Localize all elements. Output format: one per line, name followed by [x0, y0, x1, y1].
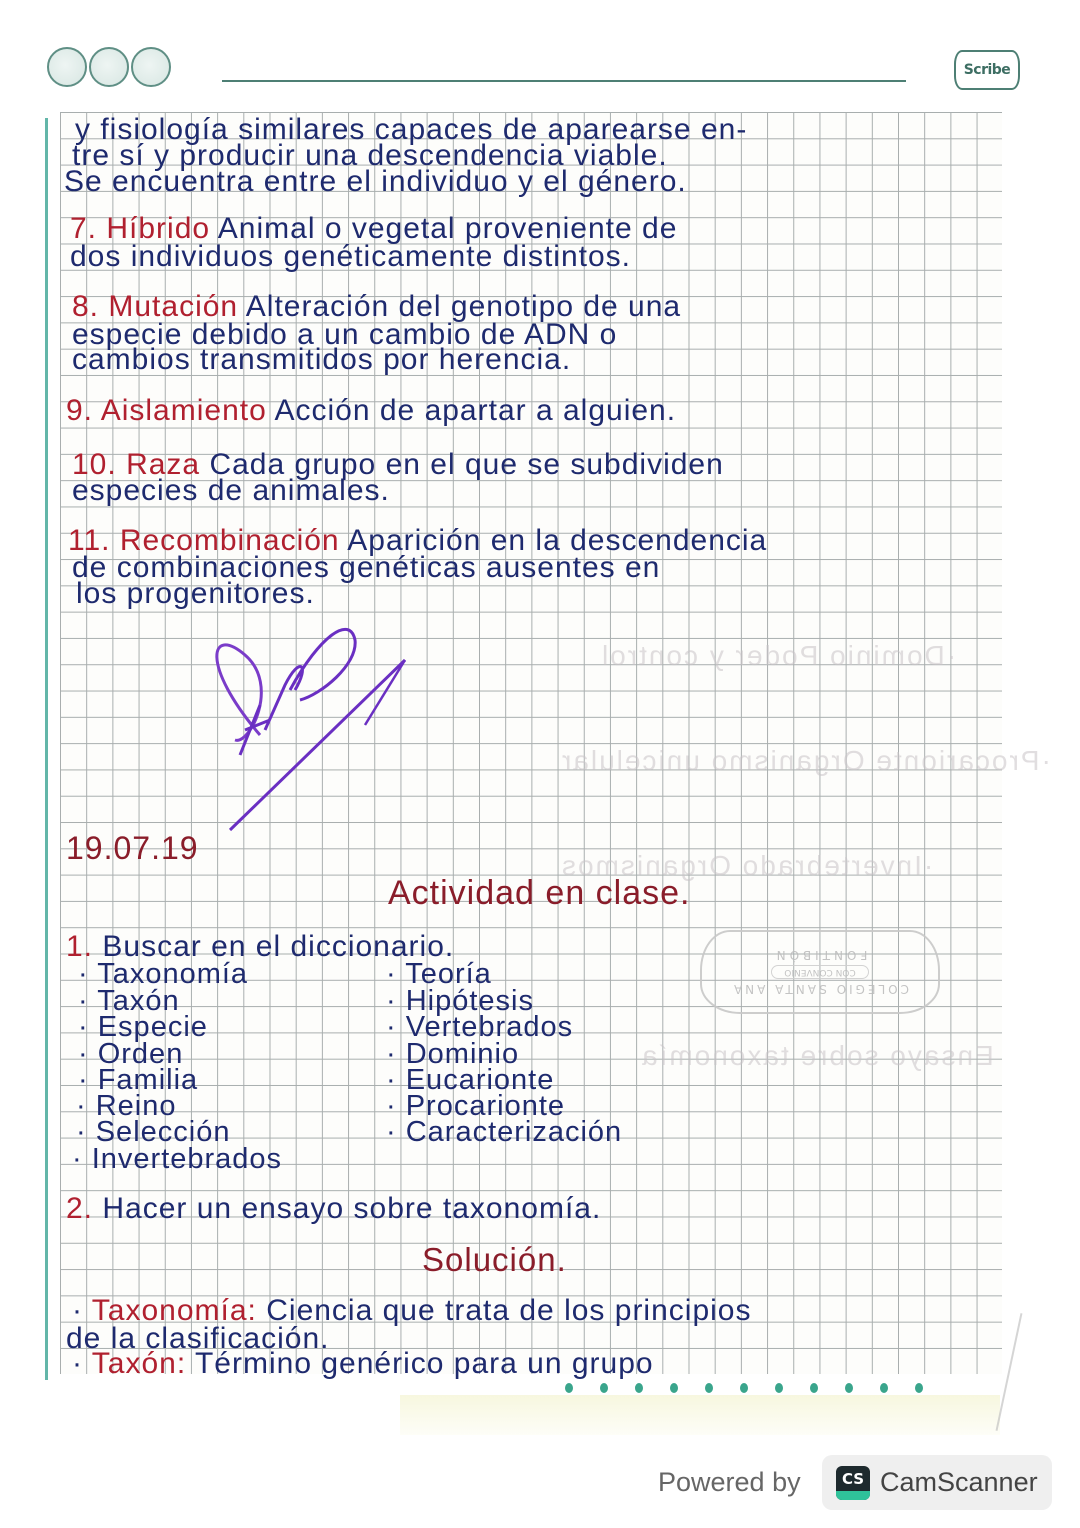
definition-text: Alteración del genotipo de una	[245, 290, 682, 323]
text-line: especie debido a un cambio de ADN o	[72, 318, 618, 351]
bleed-through-text: ·Procarionte Organismo unicelular	[560, 745, 1051, 776]
text-line: dos individuos genéticamente distintos.	[70, 240, 631, 273]
signature-icon	[190, 605, 420, 835]
dot-icon	[635, 1383, 643, 1393]
task-number: 2.	[66, 1192, 94, 1225]
solution-taxonomia: · Taxonomía: Ciencia que trata de los principios	[72, 1294, 752, 1327]
term-list-item: · Taxón	[78, 985, 180, 1017]
term-list-item: · Dominio	[386, 1038, 520, 1070]
definition-aislamiento	[66, 396, 676, 426]
solution-title: Solución.	[422, 1241, 567, 1278]
dot-icon	[845, 1383, 853, 1393]
solution-text: Ciencia que trata de los principios	[266, 1294, 752, 1327]
stamp-line: COLEGIO SANTA ANA	[730, 982, 910, 996]
bleed-through-text: ·Dominio Poder y control	[600, 640, 957, 671]
definition-term: Híbrido	[106, 212, 211, 245]
task-number: 1.	[66, 930, 94, 963]
term-list-item: · Taxonomía	[78, 958, 249, 990]
term-list-item: · Familia	[78, 1064, 199, 1096]
dot-icon	[880, 1383, 888, 1393]
dot-icon	[670, 1383, 678, 1393]
term-list-item: · Reino	[76, 1090, 177, 1122]
solution-term: Taxón:	[91, 1347, 187, 1380]
page-shadow	[400, 1395, 1000, 1435]
solution-text: Término genérico para un grupo	[194, 1347, 654, 1380]
solution-term: Taxonomía:	[91, 1294, 257, 1327]
term-list-item: · Hipótesis	[386, 985, 534, 1017]
task-label: Buscar en el diccionario.	[102, 930, 455, 963]
perforation-dots	[565, 1383, 923, 1393]
text-line: de la clasificación.	[66, 1322, 330, 1355]
camscanner-logo-icon: CS	[836, 1466, 870, 1500]
definition-number: 10.	[72, 448, 117, 481]
solution-taxon: · Taxón: Término genérico para un grupo	[72, 1347, 654, 1380]
task-label: Hacer un ensayo sobre taxonomía.	[102, 1192, 602, 1225]
term-list-item: · Invertebrados	[72, 1143, 283, 1175]
powered-by-label: Powered by	[658, 1467, 801, 1497]
definition-term: Raza	[126, 448, 201, 481]
stamp-line: FONTIBÓN	[772, 948, 868, 962]
definition-term: Mutación	[108, 290, 239, 323]
term-list-item: · Eucarionte	[386, 1064, 555, 1096]
dot-icon	[600, 1383, 608, 1393]
definition-number: 7.	[70, 212, 98, 245]
activity-title: Actividad en clase.	[388, 874, 691, 912]
definition-number: 11.	[68, 524, 111, 557]
definition-term: Aislamiento	[100, 394, 267, 427]
dot-icon	[810, 1383, 818, 1393]
dot-icon	[915, 1383, 923, 1393]
definition-term: Recombinación	[119, 524, 340, 557]
term-list-item: · Orden	[78, 1038, 184, 1070]
term-list-item: · Caracterización	[386, 1116, 623, 1148]
term-list-item: · Procarionte	[386, 1090, 566, 1122]
term-list-item: · Teoría	[386, 958, 492, 990]
text-line: tre sí y producir una descendencia viable.	[72, 139, 668, 172]
bleed-through-text: ·Invertebrado Organismos	[560, 850, 934, 881]
date: 19.07.19	[66, 830, 199, 866]
camscanner-name: CamScanner	[880, 1467, 1038, 1497]
definition-number: 8.	[72, 290, 100, 323]
definition-text: Aparición en la descendencia	[347, 524, 768, 557]
definition-number: 9.	[66, 394, 94, 427]
dot-icon	[705, 1383, 713, 1393]
term-list-item: · Selección	[76, 1116, 231, 1148]
text-line: Se encuentra entre el individuo y el género.	[64, 165, 687, 198]
definition-text: Acción de apartar a alguien.	[274, 394, 677, 427]
text-line: especies de animales.	[72, 474, 390, 507]
definition-text: Cada grupo en el que se subdividen	[209, 448, 724, 481]
text-line: y fisiología similares capaces de aparearse en-	[75, 113, 748, 146]
term-list-item: · Especie	[78, 1011, 208, 1043]
text-line: cambios transmitidos por herencia.	[72, 343, 572, 376]
dot-icon	[775, 1383, 783, 1393]
stamp-line: CON CONVENIO	[771, 965, 868, 979]
brand-name: Scribe	[963, 62, 1011, 78]
dot-icon	[565, 1383, 573, 1393]
camscanner-badge[interactable]	[822, 1455, 1052, 1510]
text-line: los progenitores.	[76, 577, 315, 610]
term-list-item: · Vertebrados	[386, 1011, 574, 1043]
definition-text: Animal o vegetal proveniente de	[217, 212, 678, 245]
bleed-through-text: Ensayo sobre taxonomía	[640, 1040, 994, 1071]
task-2	[66, 1194, 601, 1224]
text-line: de combinaciones genéticas ausentes en	[72, 551, 661, 584]
dot-icon	[740, 1383, 748, 1393]
